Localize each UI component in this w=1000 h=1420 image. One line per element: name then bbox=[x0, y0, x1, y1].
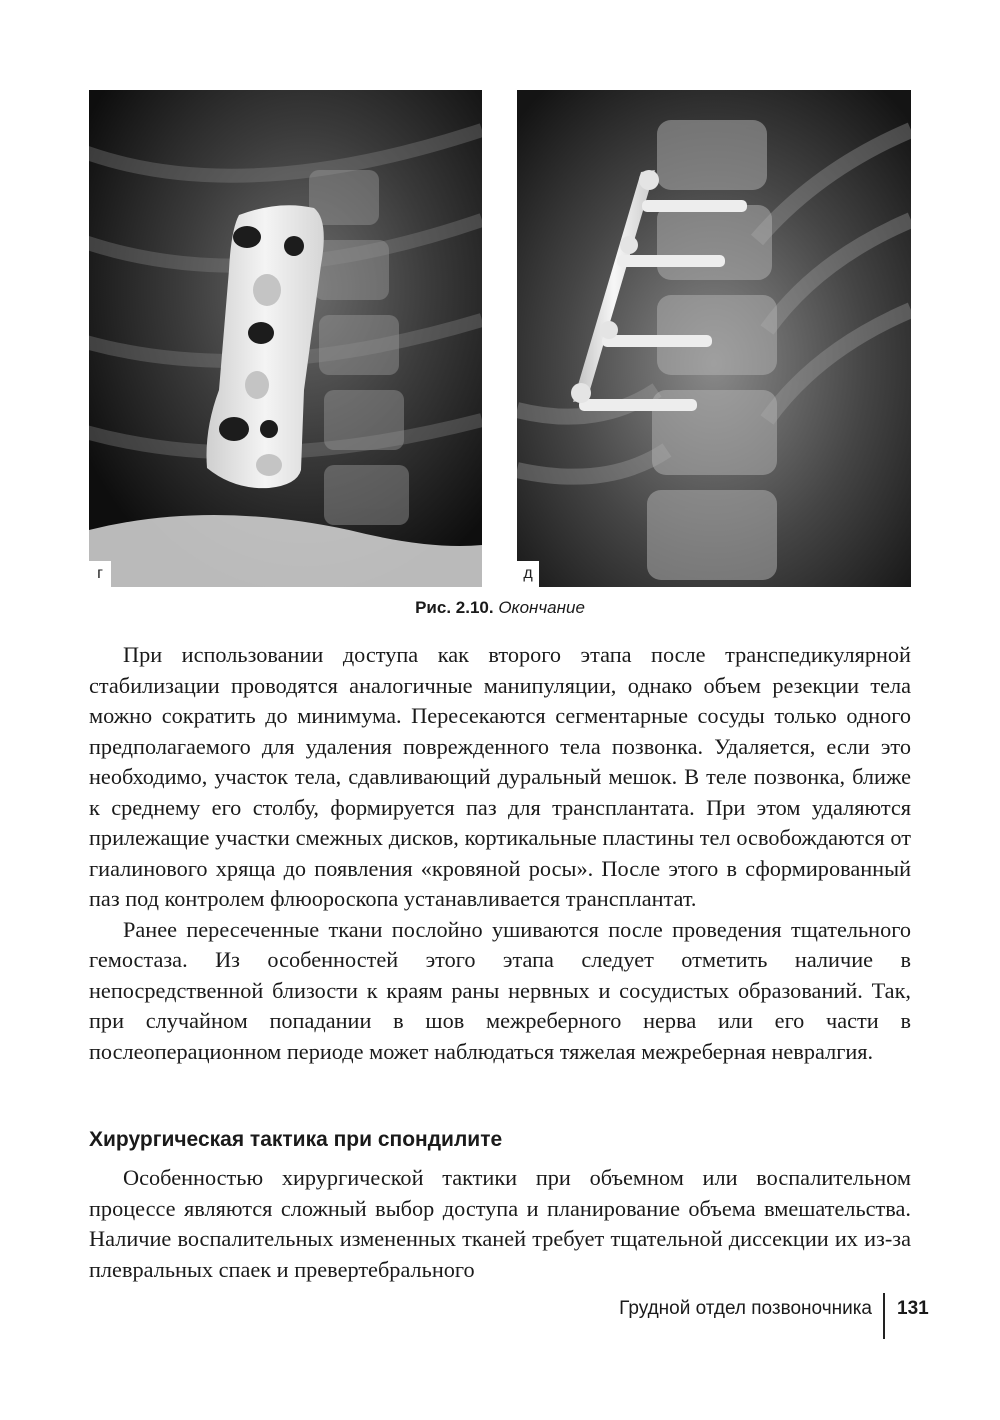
figure-caption bbox=[0, 598, 1000, 618]
figure-caption-label: Рис. 2.10. bbox=[415, 598, 494, 617]
footer-divider bbox=[883, 1293, 885, 1339]
page-number: 131 bbox=[897, 1298, 929, 1319]
paragraph: Особенностью хирургической тактики при объемном или воспалительном процессе являются сложный выбор доступа и планирование объема вмешательства. Наличие воспалительных измененных тканей требует тщательной диссекции их из-за плевральных спаек и превертебрального bbox=[89, 1165, 911, 1282]
figure-caption-text: Окончание bbox=[498, 598, 585, 617]
xray-lateral-image bbox=[89, 90, 482, 587]
panel-label-d: д bbox=[517, 561, 539, 587]
body-text-section-2 bbox=[89, 1163, 911, 1285]
section-heading: Хирургическая тактика при спондилите bbox=[89, 1128, 503, 1151]
paragraph: При использовании доступа как второго этапа после транспедикулярной стабилизации проводятся аналогичные манипуляции, однако объем резекции тела можно сократить до минимума. Пересекаются сегментарные сосуды только одного предполагаемого для удаления поврежденного тела позвонка. Удаляется, если это необходимо, участок тела, сдавливающий дуральный мешок. В теле позвонка, ближе к среднему его столбу, формируется паз для трансплантата. При этом удаляются прилежащие участки смежных дисков, кортикальные пластины тел освобождаются от гиалинового хряща до появления «кровяной росы». После этого в сформированный паз под контролем флюороскопа устанавливается трансплантат. bbox=[89, 642, 911, 911]
xray-frontal-image bbox=[517, 90, 911, 587]
running-title: Грудной отдел позвоночника bbox=[619, 1298, 872, 1319]
xray-image-g bbox=[89, 90, 482, 587]
paragraph: Ранее пересеченные ткани послойно ушиваются после проведения тщательного гемостаза. Из особенностей этого этапа следует отметить наличие в непосредственной близости к краям раны нервных и сосудистых образований. Так, при случайном попадании в шов межреберного нерва или его части в послеоперационном периоде может наблюдаться тяжелая межреберная невралгия. bbox=[89, 916, 911, 1064]
xray-image-d bbox=[517, 90, 911, 587]
panel-label-g: г bbox=[89, 561, 111, 587]
body-text-section-1 bbox=[89, 640, 911, 1067]
